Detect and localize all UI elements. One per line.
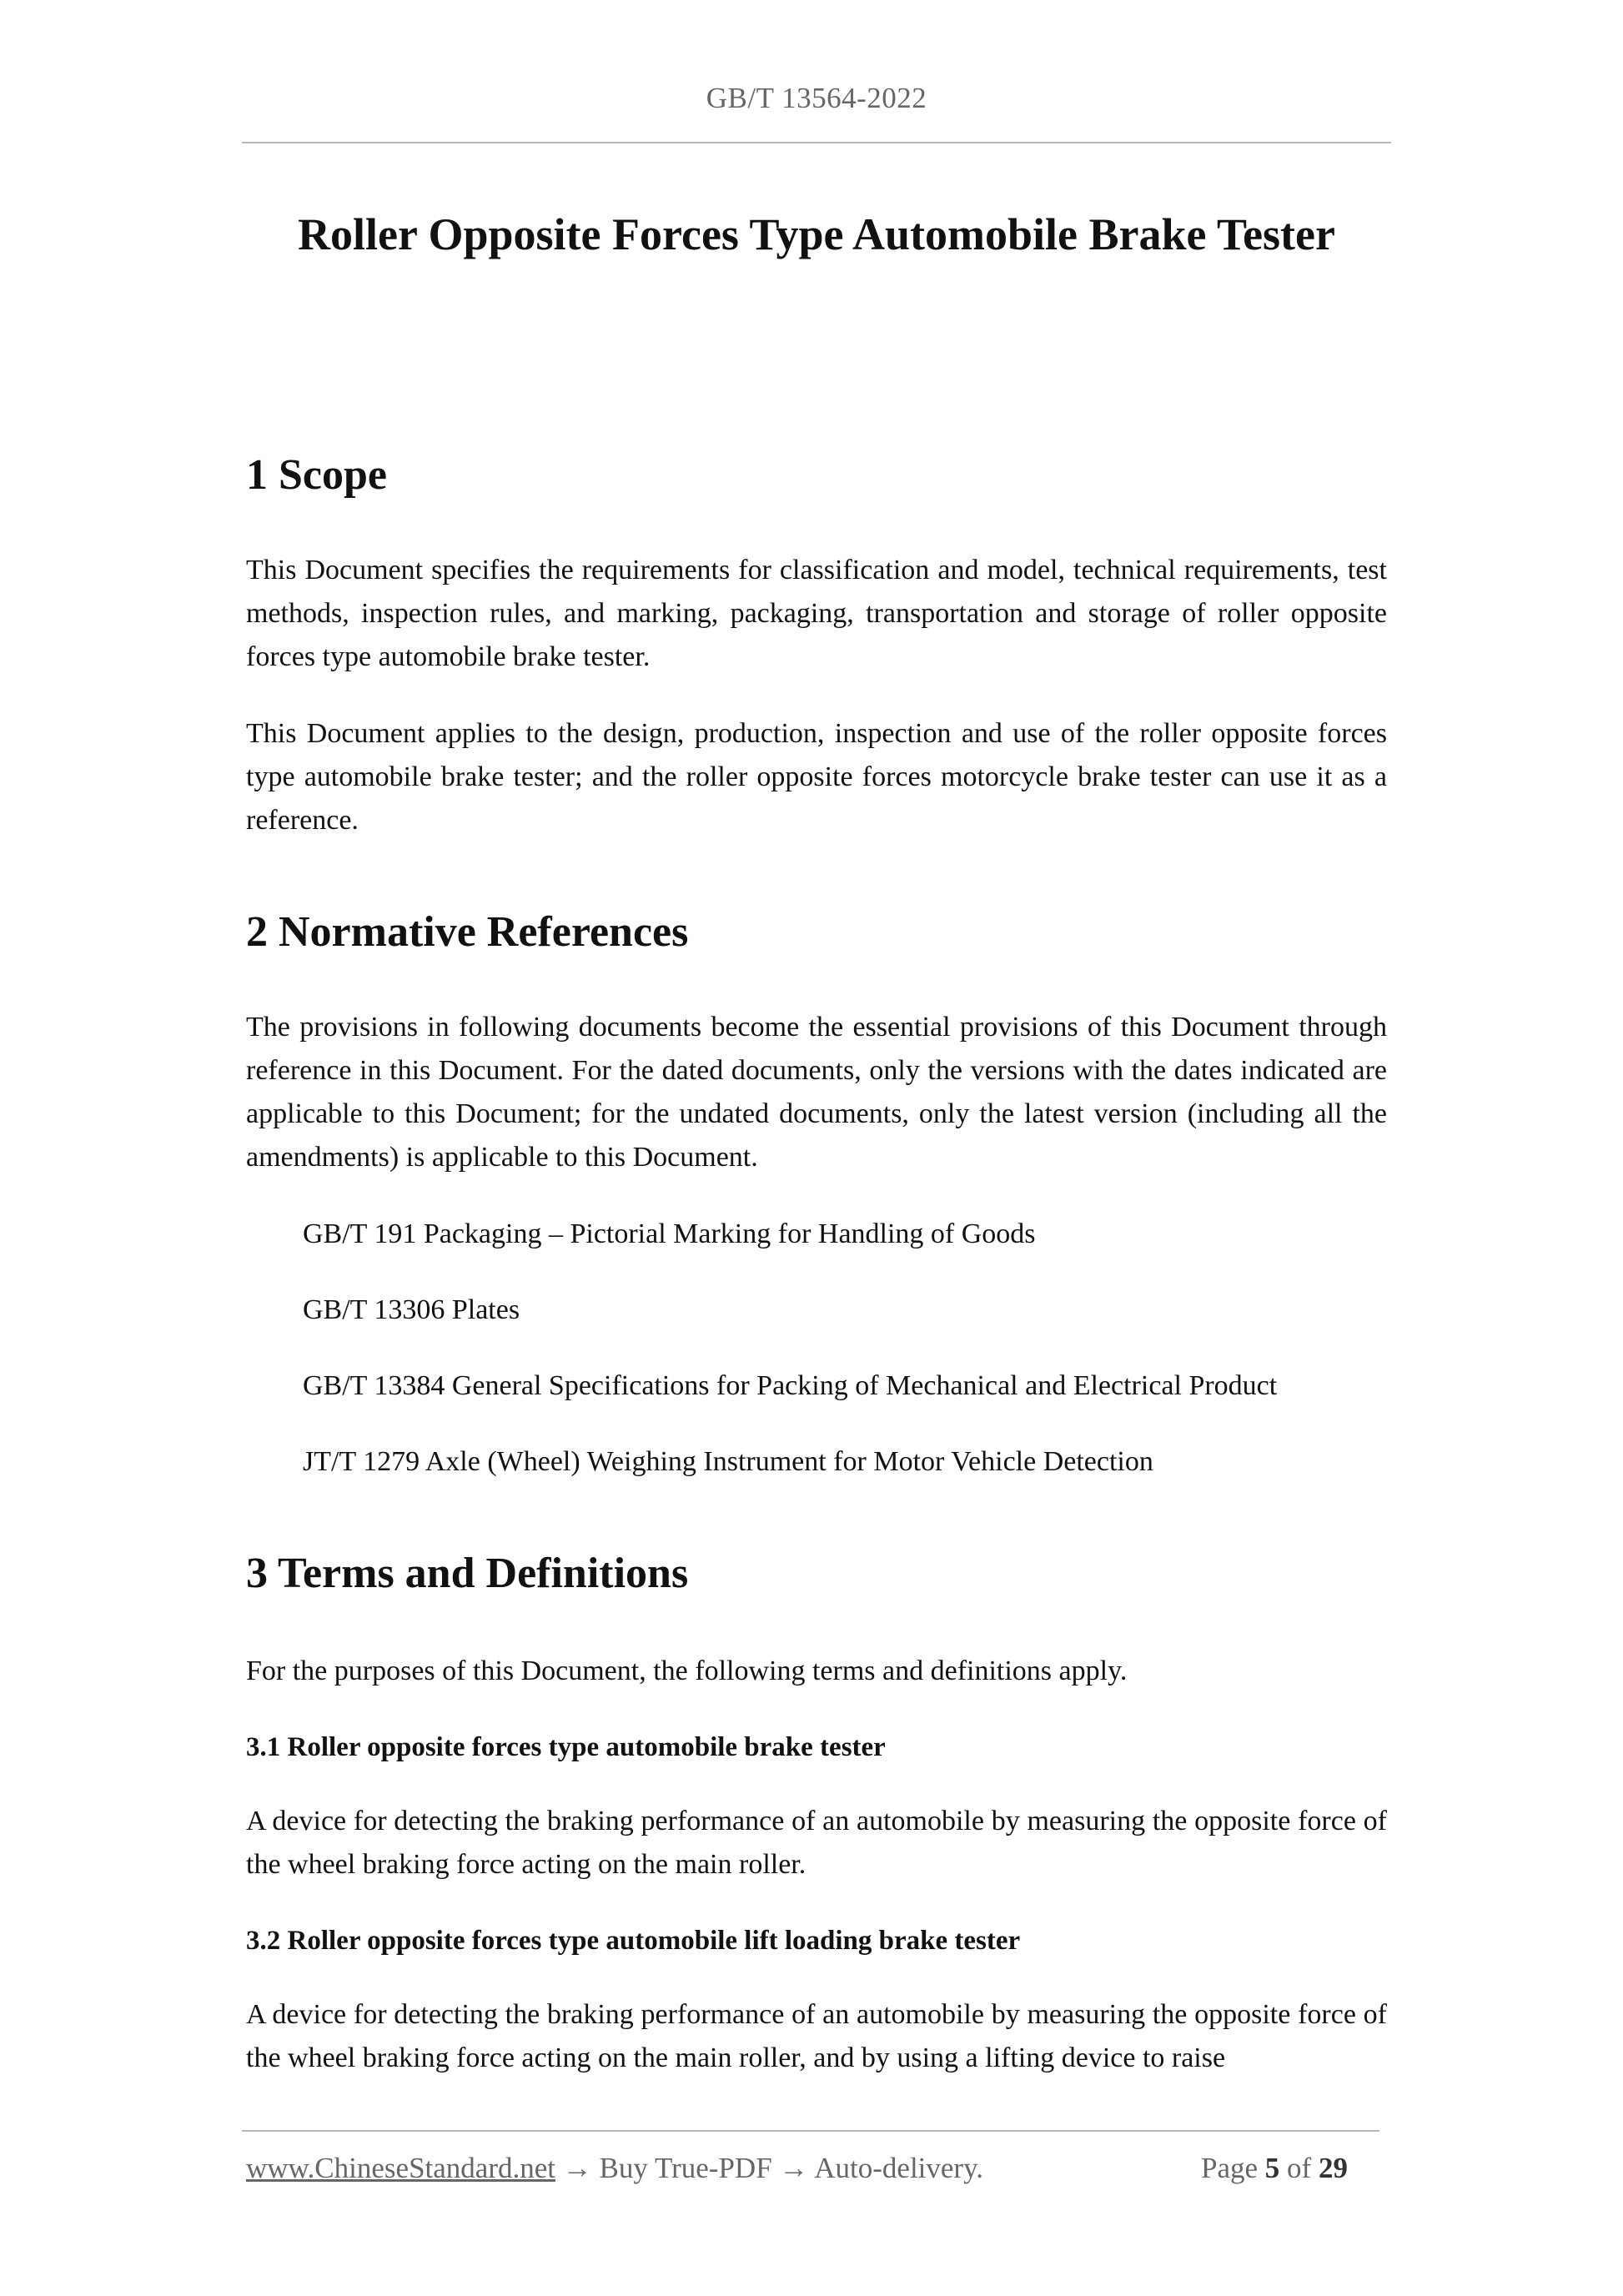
page-total: 29 <box>1318 2152 1348 2184</box>
footer-promo <box>246 2152 983 2185</box>
page-number: 5 <box>1264 2152 1280 2184</box>
term-3-1-title: 3.1 Roller opposite forces type automobile brake tester <box>246 1732 886 1762</box>
section-heading-terms-definitions: 3 Terms and Definitions <box>246 1550 689 1597</box>
document-title: Roller Opposite Forces Type Automobile Brake Tester <box>298 209 1335 259</box>
terms-intro-paragraph: For the purposes of this Document, the following terms and definitions apply. <box>246 1655 1128 1686</box>
reference-item: GB/T 13306 Plates <box>303 1294 520 1325</box>
footer-divider <box>242 2130 1379 2132</box>
page-indicator <box>1201 2152 1348 2185</box>
page-word: Page <box>1201 2152 1259 2184</box>
section-heading-scope: 1 Scope <box>246 451 387 499</box>
scope-paragraph-2: This Document applies to the design, production, inspection and use of the roller opposite forces type automobile brake tester; and the roller opposite forces motorcycle brake tester can use it as a reference. <box>246 718 1387 836</box>
buy-text: Buy True-PDF <box>599 2152 772 2184</box>
term-3-2-title: 3.2 Roller opposite forces type automobile lift loading brake tester <box>246 1926 1021 1956</box>
reference-item: GB/T 13384 General Specifications for Packing of Mechanical and Electrical Product <box>303 1370 1278 1401</box>
scope-paragraph-1: This Document specifies the requirements for classification and model, technical requirements, test methods, inspection rules, and marking, packaging, transportation and storage of roller opposite forces type automobile brake tester. <box>246 555 1387 672</box>
reference-item: JT/T 1279 Axle (Wheel) Weighing Instrument for Motor Vehicle Detection <box>303 1446 1153 1477</box>
term-3-2-definition: A device for detecting the braking performance of an automobile by measuring the opposite force of the wheel braking force acting on the main roller, and by using a lifting device to raise <box>246 1999 1387 2073</box>
section-heading-normative-references: 2 Normative References <box>246 908 689 956</box>
normative-paragraph: The provisions in following documents become the essential provisions of this Document through reference in this Document. For the dated documents, only the versions with the dates indicated are applicable to this Document; for the undated documents, only the latest version (including all the amendments) is applicable to this Document. <box>246 1012 1387 1173</box>
delivery-text: Auto-delivery. <box>814 2152 984 2184</box>
arrow-right-icon: → <box>779 2152 809 2184</box>
reference-item: GB/T 191 Packaging – Pictorial Marking for Handling of Goods <box>303 1218 1036 1249</box>
term-3-1-definition: A device for detecting the braking performance of an automobile by measuring the opposite force of the wheel braking force acting on the main roller. <box>246 1806 1387 1880</box>
page-header-doc-code: GB/T 13564-2022 <box>706 82 927 114</box>
header-divider <box>242 142 1391 143</box>
of-word: of <box>1287 2152 1312 2184</box>
arrow-right-icon: → <box>562 2152 592 2184</box>
site-link[interactable]: www.ChineseStandard.net <box>246 2152 555 2184</box>
